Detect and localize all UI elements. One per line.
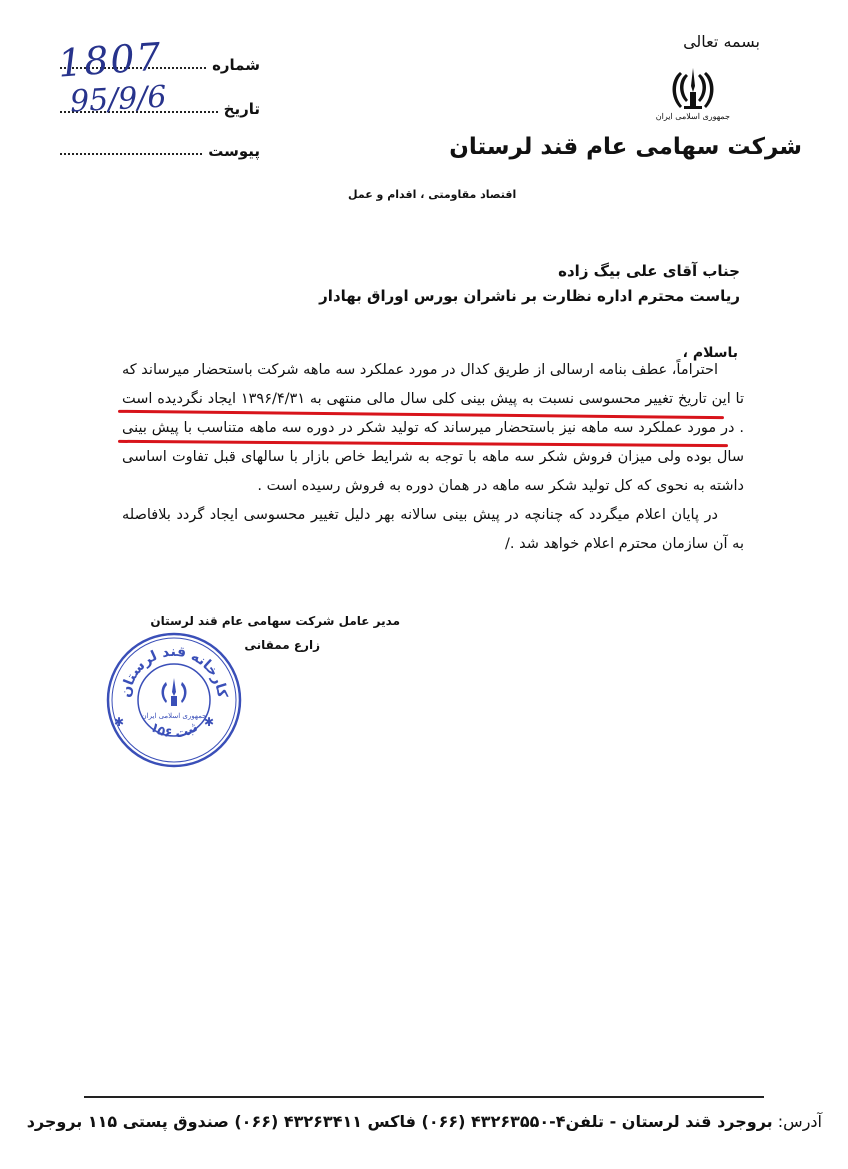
addressee-name: جناب آقای علی بیگ زاده [558,262,740,280]
date-label: تاریخ [223,100,260,118]
addressee-title: ریاست محترم اداره نظارت بر ناشران بورس اوراق بهادار [319,287,740,305]
svg-text:ثبت ۱۵۶ [147,720,200,742]
footer-address-text: بروجرد قند لرستان - تلفن۴-۴۳۲۶۳۵۵۰ (۰۶۶) فاکس ۴۳۲۶۳۴۱۱ (۰۶۶) صندوق پستی ۱۱۵ بروجرد [26,1112,773,1131]
signature-name: زارع ممقانی [244,638,320,652]
stamp-star-right-icon: ✱ [203,715,214,729]
signature-title: مدیر عامل شرکت سهامی عام قند لرستان [150,614,400,628]
attachment-field [60,136,260,160]
attachment-label: پیوست [208,142,260,160]
stamp-subtext: جمهوری اسلامی ایران [141,712,207,720]
number-label: شماره [212,56,260,74]
bismillah-text: بسمه تعالی [683,32,760,51]
footer-address [26,1112,822,1131]
handwritten-letter-date: 95/9/6 [69,79,168,120]
slogan-text: اقتصاد مقاومتی ، اقدام و عمل [348,188,517,201]
footer-address-label: آدرس: [777,1112,822,1131]
attachment-dots [60,152,202,155]
body-paragraph-2: در پایان اعلام میگردد که چنانچه در پیش بینی سالانه بهر دلیل تغییر محسوسی ایجاد گردد بلافاصله به آن سازمان محترم اعلام خواهد شد ./ [122,507,744,552]
emblem-caption: جمهوری اسلامی ایران [655,112,730,121]
stamp-text: کارخانه قند لرستان [117,643,231,699]
handwritten-letter-number: 1807 [56,34,165,86]
letter-body [122,356,744,559]
footer-divider [84,1096,764,1098]
company-name-heading: شرکت سهامی عام قند لرستان [449,134,802,160]
stamp-star-left-icon: ✱ [113,715,124,729]
greeting: باسلام ، [682,345,738,361]
stamp-registration: ثبت ۱۵۶ [147,719,201,742]
body-paragraph-1: احتراماً، عطف بنامه ارسالی از طریق کدال در مورد عملکرد سه ماهه شرکت باستحضار میرساند که تا این تاریخ تغییر محسوسی نسبت به پیش بینی کلی سال مالی منتهی به ۱۳۹۶/۴/۳۱ ایجاد نگردیده است . در مورد عملکرد سه ماهه نیز باستحضار میرساند که تولید شکر در دوره سه ماهه متناسب با پیش بینی سال بوده ولی میزان فروش شکر سه ماهه با توجه به شرایط خاص بازار با سالهای قبل تفاوت اساسی داشته به نحوی که کل تولید شکر سه ماهه در همان دوره به فروش رسیده است . [122,362,744,494]
company-stamp-icon [104,630,244,770]
